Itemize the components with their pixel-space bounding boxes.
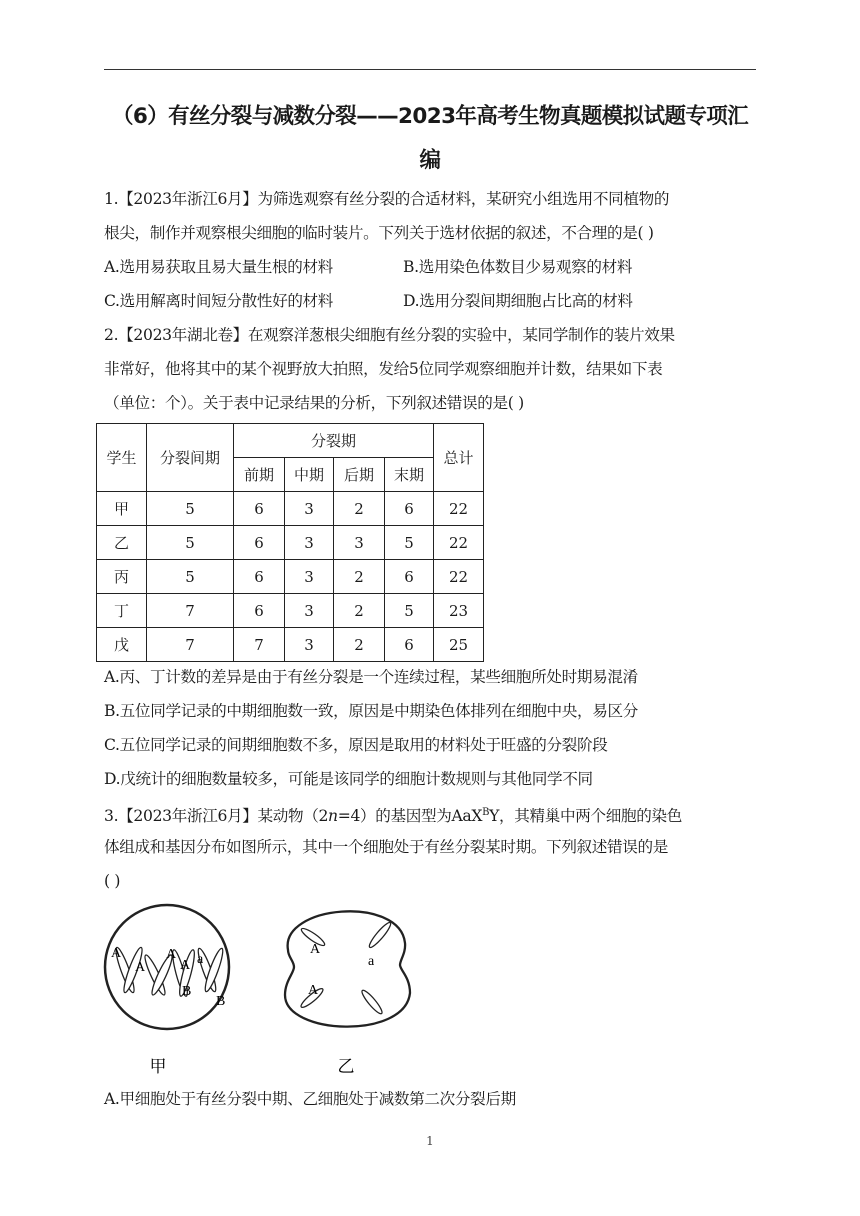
q2-option-c: C.五位同学记录的间期细胞数不多，原因是取用的材料处于旺盛的分裂阶段 bbox=[104, 736, 608, 754]
document-title: （6）有丝分裂与减数分裂——2023年高考生物真题模拟试题专项汇 bbox=[111, 104, 749, 129]
table-cell: 6 bbox=[385, 492, 434, 526]
table-row bbox=[97, 526, 484, 560]
q3-stem-line2: 体组成和基因分布如图所示，其中一个细胞处于有丝分裂某时期。下列叙述错误的是 bbox=[104, 838, 669, 856]
q1-option-a: A.选用易获取且易大量生根的材料 bbox=[104, 258, 333, 276]
cell-division-figure bbox=[100, 895, 430, 1085]
table-cell: 7 bbox=[147, 628, 234, 662]
table-cell: 2 bbox=[334, 628, 385, 662]
gene-label: A bbox=[111, 946, 122, 961]
header-interphase: 分裂间期 bbox=[147, 424, 234, 492]
q3-stem-part: =4）的基因型为AaX bbox=[337, 807, 483, 826]
table-cell: 3 bbox=[285, 594, 334, 628]
q2-stem-line3: （单位：个）。关于表中记录结果的分析，下列叙述错误的是( ) bbox=[104, 394, 524, 412]
table-row bbox=[97, 492, 484, 526]
q3-stem-superscript: B bbox=[482, 807, 490, 818]
table-cell: 2 bbox=[334, 492, 385, 526]
header-rule bbox=[104, 69, 756, 70]
gene-label: a bbox=[197, 952, 204, 967]
table-cell: 23 bbox=[434, 594, 484, 628]
table-cell: 6 bbox=[385, 560, 434, 594]
table-cell: 7 bbox=[234, 628, 285, 662]
header-metaphase: 中期 bbox=[285, 458, 334, 492]
q2-stem-line2: 非常好，他将其中的某个视野放大拍照，发给5位同学观察细胞并计数，结果如下表 bbox=[104, 360, 663, 378]
q3-stem-part: 3.【2023年浙江6月】某动物（2 bbox=[104, 807, 329, 826]
q2-stem-line1: 2.【2023年湖北卷】在观察洋葱根尖细胞有丝分裂的实验中，某同学制作的装片效果 bbox=[104, 326, 675, 344]
table-cell: 2 bbox=[334, 560, 385, 594]
table-cell: 6 bbox=[234, 526, 285, 560]
table-cell: 3 bbox=[334, 526, 385, 560]
header-mitosis: 分裂期 bbox=[234, 424, 434, 458]
table-cell: 6 bbox=[234, 560, 285, 594]
header-prophase: 前期 bbox=[234, 458, 285, 492]
q2-option-a: A.丙、丁计数的差异是由于有丝分裂是一个连续过程，某些细胞所处时期易混淆 bbox=[104, 668, 638, 686]
q1-option-c: C.选用解离时间短分散性好的材料 bbox=[104, 292, 334, 310]
table-cell: 乙 bbox=[97, 526, 147, 560]
q3-stem-n: n bbox=[328, 807, 338, 826]
table-cell: 22 bbox=[434, 560, 484, 594]
gene-label: A bbox=[310, 942, 321, 957]
cell-jia-label: 甲 bbox=[149, 1057, 167, 1076]
table-cell: 5 bbox=[147, 526, 234, 560]
table-cell: 丁 bbox=[97, 594, 147, 628]
table-cell: 25 bbox=[434, 628, 484, 662]
gene-label: A bbox=[135, 960, 146, 975]
table-row bbox=[97, 628, 484, 662]
table-cell: 2 bbox=[334, 594, 385, 628]
table-cell: 3 bbox=[285, 526, 334, 560]
table-cell: 3 bbox=[285, 628, 334, 662]
document-title-continued: 编 bbox=[419, 148, 441, 173]
header-student: 学生 bbox=[97, 424, 147, 492]
gene-label: B bbox=[216, 994, 226, 1009]
cell-yi-diagram bbox=[285, 911, 410, 1076]
cell-yi-chromosomes bbox=[299, 920, 393, 1015]
table-cell: 7 bbox=[147, 594, 234, 628]
q1-stem-line1: 1.【2023年浙江6月】为筛选观察有丝分裂的合适材料，某研究小组选用不同植物的 bbox=[104, 190, 670, 208]
cell-count-table bbox=[96, 423, 484, 662]
gene-label: B bbox=[182, 984, 192, 999]
table-row bbox=[97, 594, 484, 628]
table-cell: 5 bbox=[385, 594, 434, 628]
table-cell: 6 bbox=[385, 628, 434, 662]
q1-option-d: D.选用分裂间期细胞占比高的材料 bbox=[403, 292, 633, 310]
table-cell: 甲 bbox=[97, 492, 147, 526]
table-cell: 3 bbox=[285, 560, 334, 594]
q1-stem-line2: 根尖，制作并观察根尖细胞的临时装片。下列关于选材依据的叙述，不合理的是( ) bbox=[104, 224, 654, 242]
table-cell: 6 bbox=[234, 492, 285, 526]
table-cell: 5 bbox=[385, 526, 434, 560]
header-telophase: 末期 bbox=[385, 458, 434, 492]
q3-option-a: A.甲细胞处于有丝分裂中期、乙细胞处于减数第二次分裂后期 bbox=[104, 1090, 516, 1108]
table-cell: 5 bbox=[147, 560, 234, 594]
cell-jia-diagram bbox=[105, 905, 229, 1076]
table-cell: 丙 bbox=[97, 560, 147, 594]
q3-stem-line3: ( ) bbox=[104, 872, 121, 890]
table-cell: 3 bbox=[285, 492, 334, 526]
q1-option-b: B.选用染色体数目少易观察的材料 bbox=[403, 258, 633, 276]
table-row bbox=[97, 560, 484, 594]
q2-option-b: B.五位同学记录的中期细胞数一致，原因是中期染色体排列在细胞中央，易区分 bbox=[104, 702, 639, 720]
table-cell: 22 bbox=[434, 492, 484, 526]
page-number: 1 bbox=[426, 1134, 434, 1148]
table-cell: 5 bbox=[147, 492, 234, 526]
header-anaphase: 后期 bbox=[334, 458, 385, 492]
table-cell: 6 bbox=[234, 594, 285, 628]
gene-label: A bbox=[180, 958, 191, 973]
gene-label: A bbox=[308, 983, 319, 998]
cell-yi-label: 乙 bbox=[337, 1057, 355, 1076]
q3-stem-part: Y，其精巢中两个细胞的染色 bbox=[489, 807, 682, 826]
table-cell: 戊 bbox=[97, 628, 147, 662]
header-total: 总计 bbox=[434, 424, 484, 492]
q2-option-d: D.戊统计的细胞数量较多，可能是该同学的细胞计数规则与其他同学不同 bbox=[104, 770, 593, 788]
q3-stem-line1 bbox=[104, 802, 682, 827]
gene-label: a bbox=[368, 954, 375, 969]
gene-label: A bbox=[166, 947, 177, 962]
table-cell: 22 bbox=[434, 526, 484, 560]
